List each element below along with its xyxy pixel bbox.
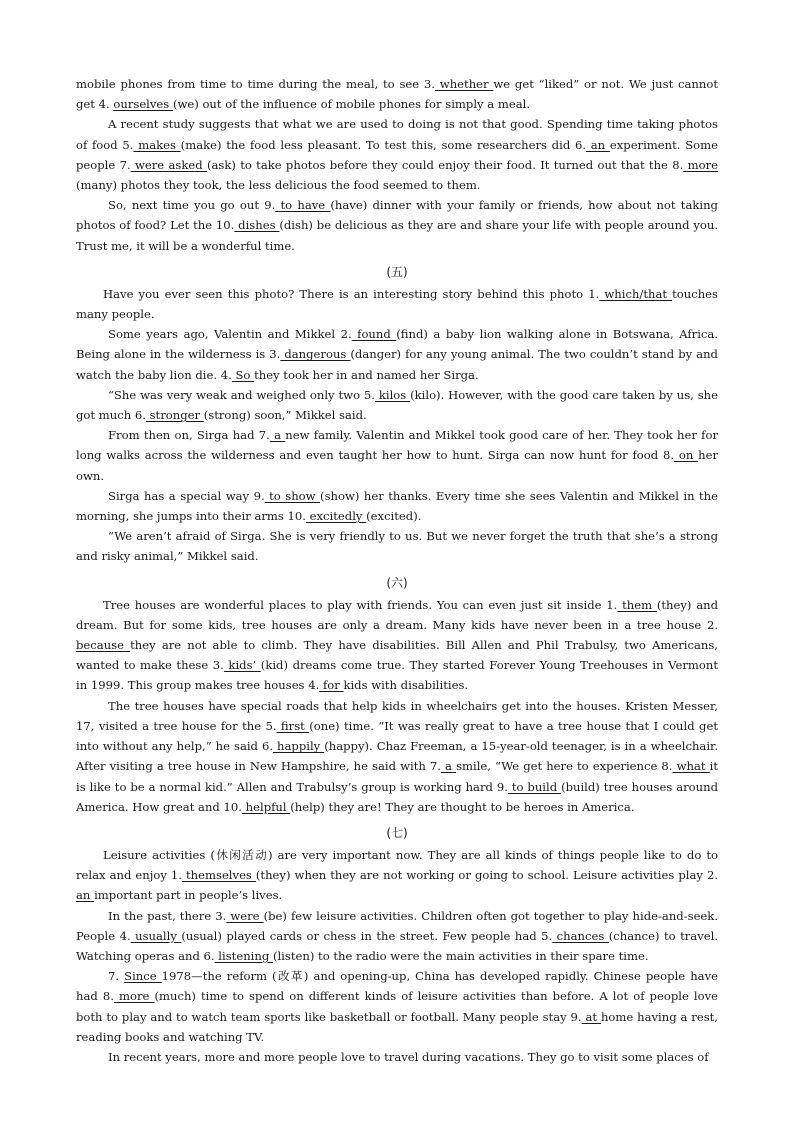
answer-3: dangerous bbox=[280, 347, 351, 362]
answer-5: kilos bbox=[374, 387, 411, 402]
answer-2: found bbox=[351, 327, 397, 342]
answer-10: excitedly bbox=[305, 509, 367, 524]
paragraph-reform: 7. Since 1978—the reform (改革) and opening-up, China has developed rapidly. Chinese people have had 8. more (much) time to spend on different kinds of leisure activities than before. A lot of people love both to play and to watch team sports like basketball or football. Many people stay 9. at home having a rest, reading books and watching TV. bbox=[76, 969, 718, 1044]
paragraph-thanks: Sirga has a special way 9. to show (show) her thanks. Every time she sees Valentin and Mikkel in the morning, she jumps into their arms 10. excitedly (excited). bbox=[76, 488, 719, 524]
answer-4: So bbox=[231, 367, 255, 382]
section-heading-7: (七) bbox=[386, 825, 408, 840]
paragraph-leisure: Leisure activities (休闲活动) are very important now. They are all kinds of things people like to do to relax and enjoy 1. themselves (they) when they are not working or going to school. Leisure activities play 2. an important part in people’s lives. bbox=[76, 847, 719, 903]
answer-6: happily bbox=[273, 739, 325, 754]
paragraph-roads: The tree houses have special roads that help kids in wheelchairs get into the houses. Kristen Messer, 17, visited a tree house for the 5. first (one) time. “It was really great to have a tree house that I could get into without any help,” he said 6. happily (happy). Chaz Freeman, a 15-year-old teenager, is in a wheelchair. After visiting a tree house in New Hampshire, he said with 7. a smile, “We get here to experience 8. what it is like to be a normal kid.” Allen and Trabulsy’s group is working hard 9. to build (build) tree houses around America. How great and 10. helpful (help) they are! They are thought to be heroes in America. bbox=[76, 698, 719, 814]
answer-2: an bbox=[76, 888, 95, 903]
answer-10: dishes bbox=[234, 218, 280, 233]
paragraph-phones: mobile phones from time to time during the meal, to see 3. whether we get “liked” or not. We just cannot get 4. ourselves (we) out of the influence of mobile phones for simply a meal. bbox=[76, 77, 719, 112]
worksheet-page bbox=[76, 74, 718, 1067]
answer-3: were bbox=[226, 908, 264, 923]
answer-3: whether bbox=[434, 77, 494, 91]
answer-6: an bbox=[586, 137, 610, 152]
answer-5: chances bbox=[552, 928, 609, 943]
answer-5: first bbox=[276, 718, 310, 733]
answer-8: on bbox=[674, 448, 699, 463]
answer-7: a bbox=[269, 428, 286, 443]
paragraph-recent-years: In recent years, more and more people love to travel during vacations. They go to visit some places of bbox=[108, 1049, 709, 1064]
answer-1: themselves bbox=[181, 868, 256, 883]
answer-7: were asked bbox=[130, 157, 207, 172]
answer-9: to show bbox=[264, 488, 321, 503]
section-heading-5: (五) bbox=[386, 264, 408, 279]
answer-4: usually bbox=[130, 928, 182, 943]
answer-3: kids’ bbox=[223, 658, 261, 673]
paragraph-lion: Some years ago, Valentin and Mikkel 2. found (find) a baby lion walking alone in Botswana, Africa. Being alone in the wilderness is 3. dangerous (danger) for any young animal. The two couldn’t stand by and watch the baby lion die. 4. So they took her in and named her Sirga. bbox=[76, 327, 719, 382]
paragraph-study: A recent study suggests that what we are used to doing is not that good. Spending time taking photos of food 5. makes (make) the food less pleasant. To test this, some researchers did 6. an experiment. Some people 7. were asked (ask) to take photos before they could enjoy their food. It turned out that the 8. more (many) photos they took, the less delicious the food seemed to them. bbox=[76, 117, 718, 193]
answer-5: makes bbox=[133, 137, 181, 152]
answer-1: them bbox=[617, 597, 657, 612]
paragraph-next-time: So, next time you go out 9. to have (have) dinner with your family or friends, how about not taking photos of food? Let the 10. dishes (dish) be delicious as they are and share your life with people around you. Trust me, it will be a wonderful time. bbox=[76, 198, 719, 253]
paragraph-quote: “We aren’t afraid of Sirga. She is very friendly to us. But we never forget the truth that she’s a strong and risky animal,” Mikkel said. bbox=[76, 529, 718, 564]
answer-4: for bbox=[319, 678, 344, 693]
answer-9: to have bbox=[275, 198, 331, 213]
answer-9: at bbox=[581, 1009, 601, 1024]
paragraph-tree-houses: Tree houses are wonderful places to play with friends. You can even just sit inside 1. them (they) and dream. But for some kids, tree houses are only a dream. Many kids have never been in a tree house 2. because they are not able to climb. They have disabilities. Bill Allen and Phil Trabulsy, two Americans, wanted to make these 3. kids’ (kid) dreams come true. They started Forever Young Treehouses in Vermont in 1999. This group makes tree houses 4. for kids with disabilities. bbox=[76, 597, 718, 693]
answer-7: Since bbox=[124, 969, 162, 984]
answer-8: more bbox=[113, 989, 155, 1004]
paragraph-past: In the past, there 3. were (be) few leisure activities. Children often got together to play hide-and-seek. People 4. usually (usual) played cards or chess in the street. Few people had 5. chances (chance) to travel. Watching operas and 6. listening (listen) to the radio were the main activities in their spare time. bbox=[76, 908, 719, 963]
paragraph-photo: Have you ever seen this photo? There is an interesting story behind this photo 1. which/that touches many people. bbox=[76, 286, 718, 322]
section-heading-6: (六) bbox=[386, 575, 408, 590]
paragraph-family: From then on, Sirga had 7. a new family. Valentin and Mikkel took good care of her. They took her for long walks across the wilderness and even taught her how to hunt. Sirga can now hunt for food 8. on her own. bbox=[76, 428, 718, 483]
answer-10: helpful bbox=[241, 799, 291, 814]
answer-4: ourselves bbox=[113, 97, 173, 112]
answer-1: which/that bbox=[599, 286, 673, 301]
answer-7: a bbox=[440, 759, 457, 774]
answer-2: because bbox=[76, 638, 131, 653]
answer-6: listening bbox=[214, 948, 273, 963]
paragraph-weak: “She was very weak and weighed only two 5. kilos (kilo). However, with the good care taken by us, she got much 6. stronger (strong) soon,” Mikkel said. bbox=[76, 387, 718, 423]
answer-6: stronger bbox=[145, 408, 204, 423]
answer-9: to build bbox=[507, 779, 562, 794]
answer-8: what bbox=[672, 759, 710, 774]
answer-8: more bbox=[683, 157, 718, 172]
